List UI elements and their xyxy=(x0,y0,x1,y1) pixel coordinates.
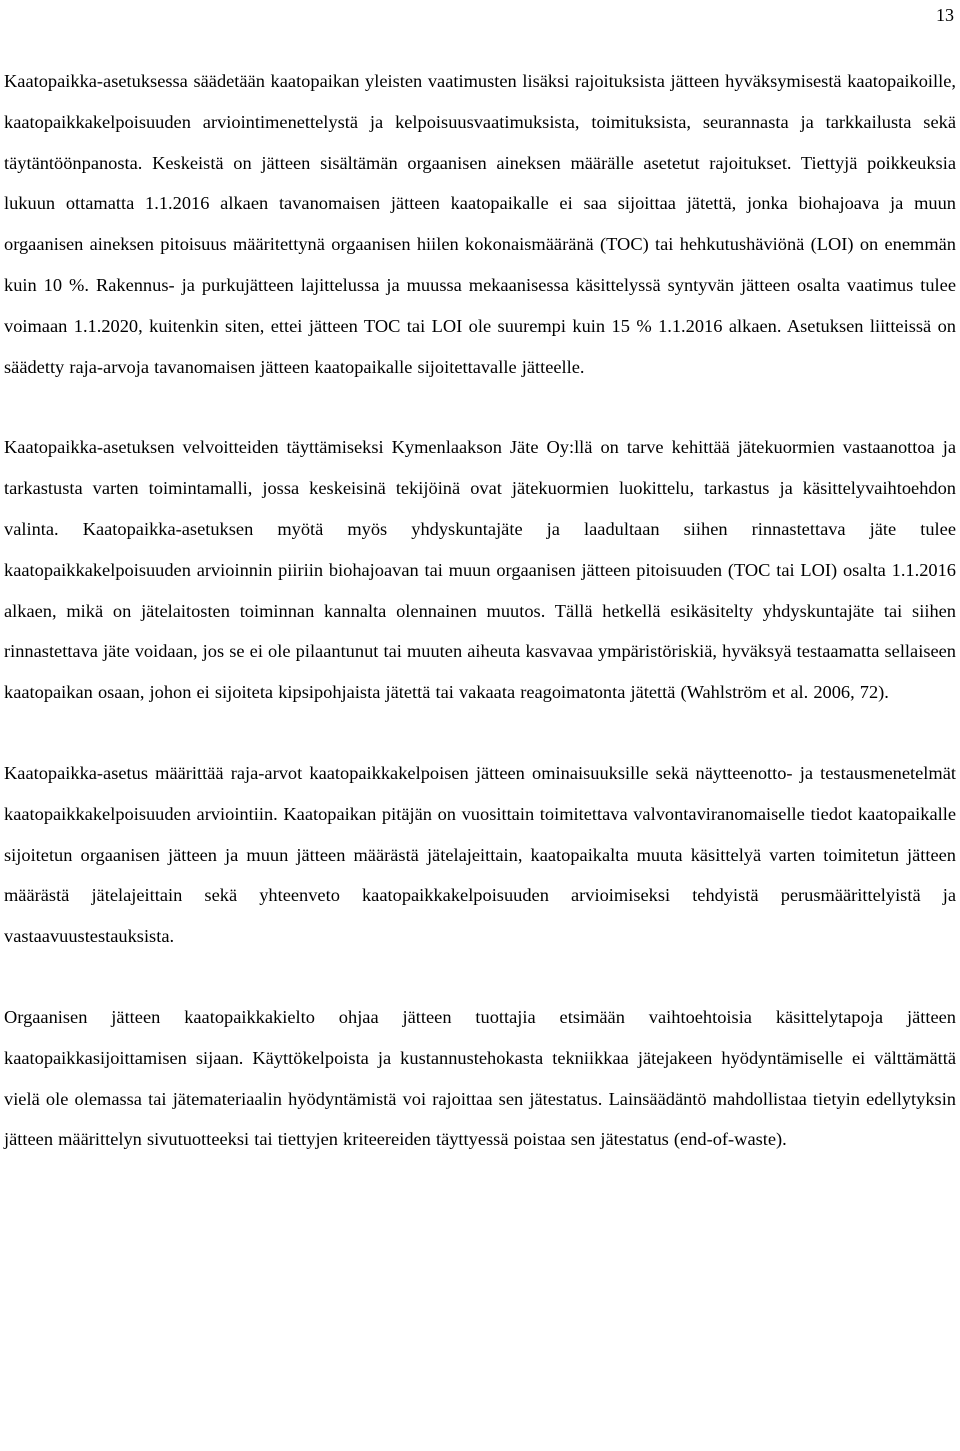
paragraph-kymenlaakson-jate-operating-model: Kaatopaikka-asetuksen velvoitteiden täyttämiseksi Kymenlaakson Jäte Oy:llä on tarve kehittää jätekuormien vastaanottoa ja tarkastusta varten toimintamalli, jossa keskeisinä tekijöinä ovat jätekuormien luokittelu, tarkastus ja käsittelyvaihtoehdon valinta. Kaatopaikka-asetuksen myötä myös yhdyskuntajäte ja laadultaan siihen rinnastettava jäte tulee kaatopaikkakelpoisuuden arvioinnin piiriin biohajoavan tai muun orgaanisen jätteen pitoisuuden (TOC tai LOI) osalta 1.1.2016 alkaen, mikä on jätelaitosten toiminnan kannalta olennainen muutos. Tällä hetkellä esikäsitelty yhdyskuntajäte tai siihen rinnastettava jäte voidaan, jos se ei ole pilaantunut tai muuten aiheuta kasvavaa ympäristöriskiä, hyväksyä testaamatta sellaiseen kaatopaikan osaan, johon ei sijoiteta kipsipohjaista jätettä tai vakaata reagoimatonta jätettä (Wahlström et al. 2006, 72). xyxy=(4,437,956,703)
paragraph-landfill-decree-requirements: Kaatopaikka-asetuksessa säädetään kaatopaikan yleisten vaatimusten lisäksi rajoituksista jätteen hyväksymisestä kaatopaikoille, kaatopaikkakelpoisuuden arviointimenettelystä ja kelpoisuusvaatimuksista, toimituksista, seurannasta ja tarkkailusta sekä täytäntöönpanosta. Keskeistä on jätteen sisältämän orgaanisen aineksen määrälle asetetut rajoitukset. Tiettyjä poikkeuksia lukuun ottamatta 1.1.2016 alkaen tavanomaisen jätteen kaatopaikalle ei saa sijoittaa jätettä, jonka biohajoava ja muun orgaanisen aineksen pitoisuus määritettynä orgaanisen hiilen kokonaismääränä (TOC) tai hehkutushäviönä (LOI) on enemmän kuin 10 %. Rakennus- ja purkujätteen lajittelussa ja muussa mekaanisessa käsittelyssä syntyvän jätteen osalta vaatimus tulee voimaan 1.1.2020, kuitenkin siten, ettei jätteen TOC tai LOI ole suurempi kuin 15 % 1.1.2016 alkaen. Asetuksen liitteissä on säädetty raja-arvoja tavanomaisen jätteen kaatopaikalle sijoitettavalle jätteelle. xyxy=(4,71,956,377)
paragraph-limit-values-and-reporting: Kaatopaikka-asetus määrittää raja-arvot kaatopaikkakelpoisen jätteen ominaisuuksille sekä näytteenotto- ja testausmenetelmät kaatopaikkakelpoisuuden arviointiin. Kaatopaikan pitäjän on vuosittain toimitettava valvontaviranomaiselle tiedot kaatopaikalle sijoitetun orgaanisen jätteen ja muun jätteen määrästä jätelajeittain, kaatopaikalta muuta käsittelyä varten toimitetun jätteen määrästä jätelajeittain sekä yhteenveto kaatopaikkakelpoisuuden arvioimiseksi tehdyistä perusmäärittelyistä ja vastaavuustestauksista. xyxy=(4,762,956,947)
paragraph-organic-waste-landfill-ban: Orgaanisen jätteen kaatopaikkakielto ohjaa jätteen tuottajia etsimään vaihtoehtoisia käsittelytapoja jätteen kaatopaikkasijoittamisen sijaan. Käyttökelpoista ja kustannustehokasta tekniikkaa jätejakeen hyödyntämiselle ei välttämättä vielä ole olemassa tai jätemateriaalin hyödyntämistä voi rajoittaa sen jätestatus. Lainsäädäntö mahdollistaa tietyin edellytyksin jätteen määrittelyn sivutuotteeksi tai tiettyjen kriteereiden täyttyessä poistaa sen jätestatus (end-of-waste). xyxy=(4,1006,956,1150)
document-body xyxy=(4,61,956,1160)
page-number: 13 xyxy=(936,5,954,25)
